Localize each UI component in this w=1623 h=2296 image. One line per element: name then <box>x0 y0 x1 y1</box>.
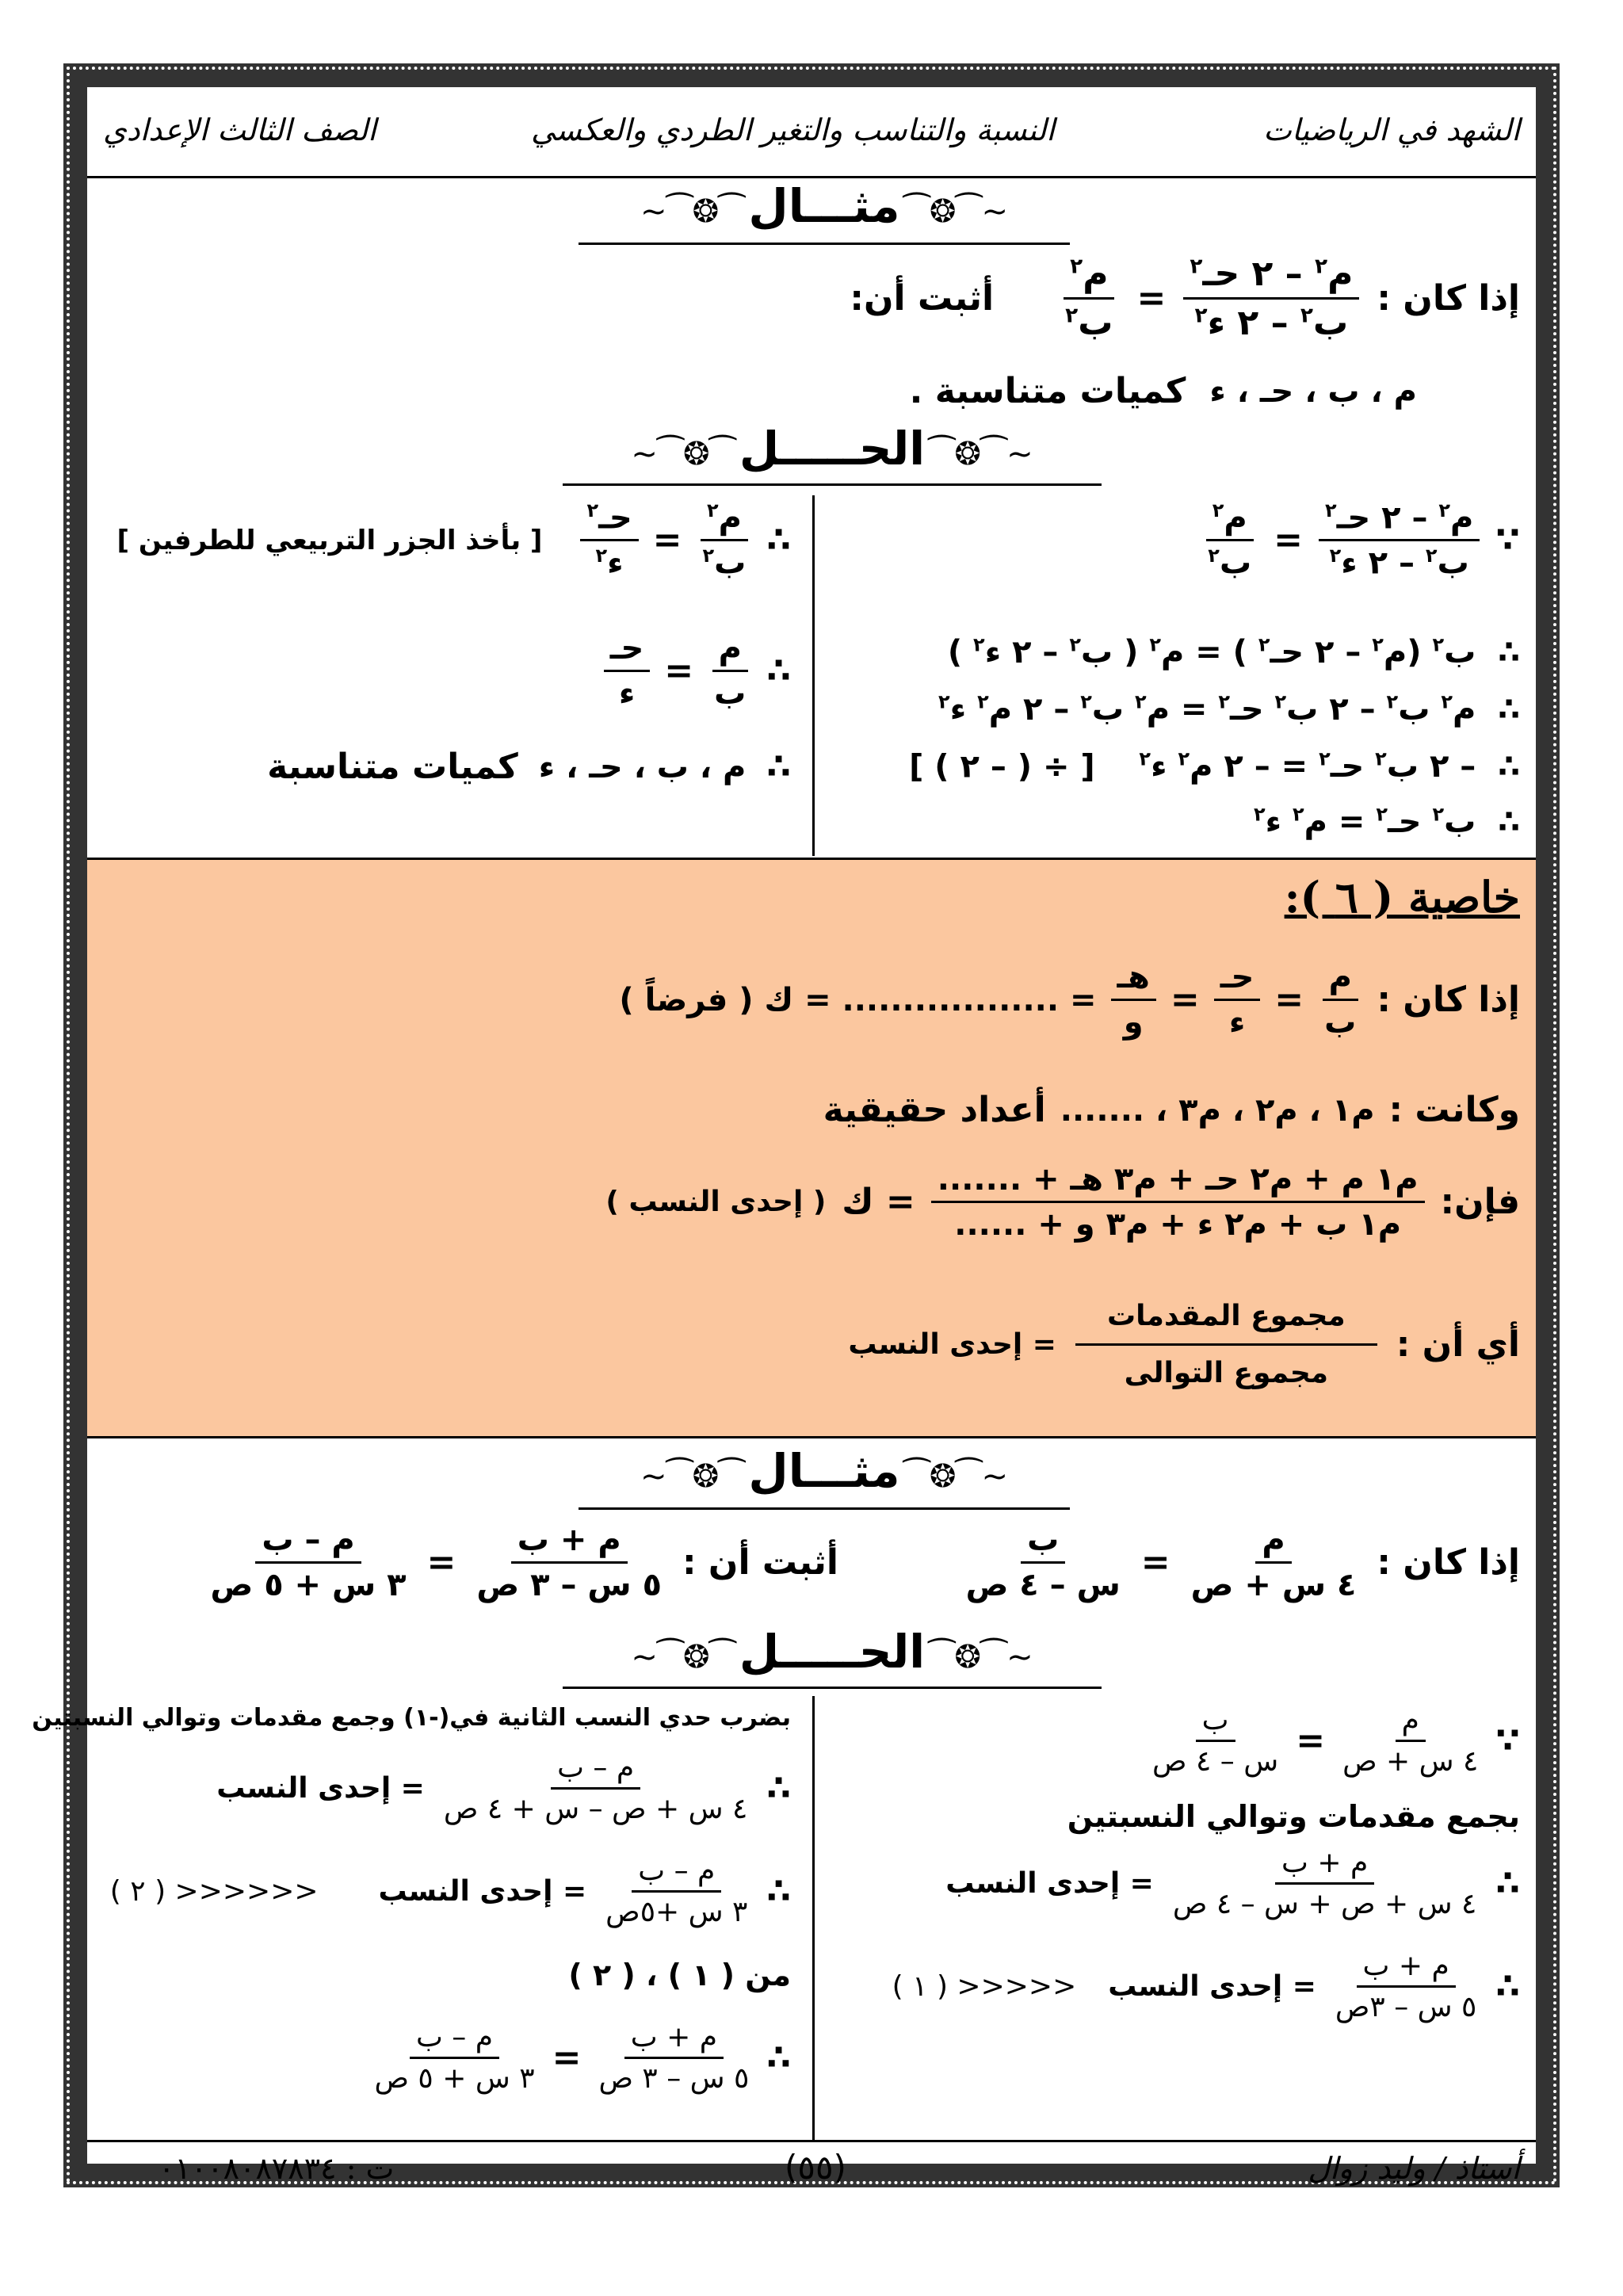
ornament-icon: ⁀❂⁀~ <box>640 1458 745 1495</box>
solution1-step <box>1254 804 1520 840</box>
fraction <box>1111 959 1156 1041</box>
equals-sign: = <box>552 2038 582 2078</box>
property-statement <box>619 959 1520 1041</box>
ornament-icon: ~⁀❂⁀ <box>929 1639 1033 1675</box>
example2-title: مثـــال <box>748 1444 900 1498</box>
numerator: ب <box>1021 1522 1065 1564</box>
example1-statement <box>850 254 1520 343</box>
solution2-right-heading: بجمع مقدمات وتوالي النسبتين <box>1067 1799 1520 1834</box>
numerator: م + ب <box>624 2021 724 2059</box>
solution2-step <box>945 1847 1520 1920</box>
header-divider <box>87 176 1536 178</box>
therefore-symbol: ∴ <box>766 2038 791 2078</box>
one-of-ratios-note: ( إحدى النسب ) <box>605 1186 827 1218</box>
fraction <box>1329 1950 1484 2023</box>
ornament-icon: ⁀❂⁀~ <box>631 436 735 472</box>
example2-heading <box>579 1444 1070 1498</box>
solution2-heading <box>563 1625 1102 1679</box>
step-note: [ بأخذ الجزر التربيعي للطرفين ] <box>116 524 543 556</box>
one-of-ratios: = إحدى النسب <box>378 1875 587 1908</box>
solution1-title: الحـــــل <box>739 422 926 476</box>
denominator: ٥ س – ٣ ص <box>476 1567 662 1603</box>
equals-sign: = <box>426 1542 456 1583</box>
fraction <box>437 1752 754 1825</box>
fraction <box>1167 1847 1484 1920</box>
numerator: هـ <box>1111 959 1156 1001</box>
denominator: ٥ س – ٣ ص <box>598 2062 750 2095</box>
fraction <box>580 499 638 582</box>
denominator: ٤ س + ص <box>1190 1567 1357 1603</box>
real-numbers-label: أعداد حقيقية <box>823 1090 1046 1130</box>
denominator: س – ٤ ص <box>1152 1745 1279 1778</box>
prove-label: أثبت أن: <box>850 278 995 319</box>
numerator: م + ب <box>511 1522 628 1564</box>
therefore-symbol: ∴ <box>1498 634 1520 671</box>
equals-k: = ك <box>842 1182 915 1222</box>
header-subject: الشهد في الرياضيات <box>1263 113 1520 147</box>
because-symbol: ∵ <box>1495 520 1520 561</box>
because-symbol: ∵ <box>1495 1721 1520 1761</box>
numerator: م$^٢$ – ٢ حـ$^٢$ <box>1319 499 1480 541</box>
equation-text: ب$^٢$ (م$^٢$ – ٢ حـ$^٢$ ) = م$^٢$ ( ب$^٢$ – ٢ ء$^٢$ ) <box>947 634 1476 671</box>
equals-sign: = <box>1136 278 1167 319</box>
numerator: حـ <box>1214 959 1261 1001</box>
page-frame <box>32 63 1560 2187</box>
example2-underline <box>579 1507 1070 1510</box>
numerator: م + ب <box>1275 1847 1374 1885</box>
fraction <box>599 1855 754 1928</box>
denominator: ء <box>618 675 636 712</box>
variables-list: م ، ب ، حـ ، ء <box>538 748 747 785</box>
numerator: مجموع المقدمات <box>1075 1300 1377 1346</box>
header-grade: الصف الثالث الإعدادي <box>103 113 376 147</box>
and-label: وكانت : <box>1388 1090 1520 1130</box>
fraction <box>1201 499 1258 582</box>
fraction <box>1183 254 1359 343</box>
therefore-symbol: ∴ <box>1498 691 1520 728</box>
fraction <box>1336 1704 1484 1778</box>
solution1-heading <box>563 422 1102 476</box>
solution1-conclusion <box>267 747 791 787</box>
property-tail: = .................. = ك ( فرضاً ) <box>619 981 1097 1018</box>
denominator: ٤ س + ص + س – ٤ ص <box>1172 1888 1477 1920</box>
footer-teacher: أستاذ / وليد زوال <box>1308 2151 1520 2186</box>
fraction <box>708 630 752 712</box>
fraction <box>1185 1522 1363 1603</box>
denominator: ٣ س + ٥ ص <box>210 1567 407 1603</box>
denominator: ٥ س – ٣ص <box>1335 1991 1477 2023</box>
numerator: م <box>712 630 748 672</box>
numerator: م – ب <box>410 2021 499 2059</box>
numerator: م١ م + م٢ حـ + م٣ هـ + ....... <box>931 1161 1425 1203</box>
numerator: ب <box>1196 1704 1235 1742</box>
numerator: م$^٢$ <box>1064 254 1114 300</box>
equation-text: ب$^٢$ حـ$^٢$ = م$^٢$ ء$^٢$ <box>1253 804 1476 841</box>
equals-sign: = <box>1274 520 1304 561</box>
denominator: و <box>1123 1004 1144 1041</box>
numerator: حـ <box>604 630 651 672</box>
coefficients-list: م١ ، م٢ ، م٣ ، ....... <box>1060 1091 1375 1129</box>
equals-sign: = <box>652 520 682 561</box>
header-chapter: النسبة والتناسب والتغير الطردي والعكسي <box>531 113 1055 147</box>
example1-claim <box>910 371 1417 411</box>
therefore-symbol: ∴ <box>1495 1863 1520 1904</box>
section-divider <box>87 1436 1536 1438</box>
section-divider <box>87 858 1536 860</box>
fraction <box>1319 499 1480 582</box>
solution2-step <box>892 1950 1520 2023</box>
property-result <box>605 1161 1520 1243</box>
property-coefficients <box>823 1090 1520 1130</box>
equals-sign: = <box>1296 1721 1326 1761</box>
equation-text: – ٢ ب$^٢$ حـ$^٢$ = – ٢ م$^٢$ ء$^٢$ <box>1139 748 1476 785</box>
solution2-from-refs: من ( ١ ) ، ( ٢ ) <box>568 1958 791 1992</box>
denominator: ء <box>1228 1004 1246 1041</box>
equals-sign: = <box>664 651 694 691</box>
denominator: ٤ س + ص – س + ٤ ص <box>443 1793 748 1825</box>
fraction <box>470 1522 668 1603</box>
example2-prove <box>204 1522 838 1603</box>
solution2-column-divider <box>812 1696 815 2140</box>
if-label: إذا كان : <box>1377 278 1520 319</box>
numerator: م <box>1323 959 1358 1001</box>
solution1-step <box>1201 499 1520 582</box>
ornament-icon: ~⁀❂⁀ <box>903 193 1008 230</box>
numerator: م$^٢$ <box>1206 499 1254 541</box>
example2-given <box>960 1522 1520 1603</box>
ornament-icon: ~⁀❂⁀ <box>929 436 1033 472</box>
denominator: مجموع التوالى <box>1124 1357 1329 1389</box>
therefore-symbol: ∴ <box>766 1871 791 1912</box>
property-meaning <box>848 1300 1520 1389</box>
solution1-step <box>909 748 1520 785</box>
prove-label: أثبت أن : <box>682 1542 838 1583</box>
equation-text: م$^٢$ ب$^٢$ – ٢ ب$^٢$ حـ$^٢$ = م$^٢$ ب$^٢$ – ٢ م$^٢$ ء$^٢$ <box>938 691 1476 728</box>
fraction <box>931 1161 1425 1243</box>
therefore-symbol: ∴ <box>1498 804 1520 841</box>
ornament-icon: ~⁀❂⁀ <box>903 1458 1008 1495</box>
denominator: ٣ س + ٥ ص <box>374 2062 535 2095</box>
example1-underline <box>579 243 1070 245</box>
fraction <box>1318 959 1362 1041</box>
page-content <box>32 87 1536 2187</box>
page-number: (٥٥) <box>785 2148 846 2187</box>
solution2-step <box>110 1855 791 1928</box>
fraction <box>697 499 753 582</box>
equals-sign: = <box>1170 980 1200 1020</box>
numerator: م + ب <box>1357 1950 1456 1988</box>
denominator: ب$^٢$ <box>1065 303 1113 343</box>
fraction <box>368 2021 540 2095</box>
solution2-title: الحـــــل <box>739 1625 926 1679</box>
fraction <box>592 2021 755 2095</box>
equation-ref-1: <<<<< ( ١ ) <box>892 1970 1077 2003</box>
step-note: [ ÷ ( – ٢ ) ] <box>909 748 1095 785</box>
fraction <box>204 1522 412 1603</box>
denominator: ب$^٢$ <box>1208 544 1252 582</box>
claim-text: كميات متناسبة <box>267 747 518 787</box>
fraction <box>960 1522 1127 1603</box>
solution1-step <box>604 630 791 712</box>
solution1-column-divider <box>812 495 815 856</box>
solution1-underline <box>563 483 1102 486</box>
if-label: إذا كان : <box>1377 1542 1520 1583</box>
one-of-ratios: = إحدى النسب <box>216 1772 425 1805</box>
therefore-symbol: ∴ <box>766 520 791 561</box>
property-title: خاصية ( ٦ ): <box>1284 872 1520 923</box>
equals-sign: = <box>1140 1542 1170 1583</box>
numerator: م – ب <box>551 1752 640 1790</box>
denominator: ب <box>714 675 747 712</box>
equation-ref-2: <<<<<< ( ٢ ) <box>109 1875 319 1908</box>
fraction <box>604 630 651 712</box>
one-of-ratios: = إحدى النسب <box>945 1867 1154 1900</box>
claim-text: كميات متناسبة . <box>909 371 1186 411</box>
solution1-step <box>948 634 1520 670</box>
solution2-underline <box>563 1687 1102 1689</box>
denominator: ب$^٢$ <box>702 544 747 582</box>
example1-title: مثـــال <box>748 179 900 233</box>
ornament-icon: ⁀❂⁀~ <box>640 193 745 230</box>
numerator: م$^٢$ – ٢ حـ$^٢$ <box>1183 254 1359 300</box>
denominator: ء$^٢$ <box>595 544 624 582</box>
denominator: س – ٤ ص <box>965 1567 1121 1603</box>
fraction <box>1075 1300 1377 1389</box>
footer-divider <box>87 2140 1536 2142</box>
solution2-left-heading: بضرب حدي النسب الثانية في(-١) وجمع مقدمات وتوالي النسبتين <box>32 1704 791 1732</box>
solution2-step <box>216 1752 791 1825</box>
then-label: فإن: <box>1440 1182 1520 1222</box>
therefore-symbol: ∴ <box>766 1768 791 1809</box>
example1-heading <box>579 179 1070 233</box>
therefore-symbol: ∴ <box>1495 1966 1520 2007</box>
denominator: ب$^٢$ – ٢ ء$^٢$ <box>1194 303 1349 343</box>
ornament-icon: ⁀❂⁀~ <box>631 1639 735 1675</box>
numerator: م – ب <box>632 1855 721 1893</box>
denominator: ٤ س + ص <box>1342 1745 1479 1778</box>
solution2-conclusion <box>368 2021 791 2095</box>
if-label: إذا كان : <box>1377 980 1520 1020</box>
denominator: ب$^٢$ – ٢ ء$^٢$ <box>1329 544 1469 582</box>
numerator: م – ب <box>255 1522 361 1564</box>
therefore-symbol: ∴ <box>766 747 791 787</box>
numerator: م$^٢$ <box>701 499 748 541</box>
therefore-symbol: ∴ <box>1498 748 1520 785</box>
variables-list: م ، ب ، حـ ، ء <box>1209 372 1417 410</box>
denominator: ب <box>1324 1004 1357 1041</box>
numerator: حـ$^٢$ <box>580 499 638 541</box>
equals-one-of-ratios: = إحدى النسب <box>848 1328 1056 1361</box>
denominator: ٣ س +٥ص <box>605 1896 748 1928</box>
solution2-step <box>1146 1704 1520 1778</box>
fraction <box>1146 1704 1285 1778</box>
solution1-step <box>117 499 791 582</box>
equals-sign: = <box>1274 980 1304 1020</box>
ie-label: أي أن : <box>1396 1324 1520 1365</box>
one-of-ratios: = إحدى النسب <box>1108 1970 1316 2003</box>
numerator: م <box>1255 1522 1291 1564</box>
denominator: م١ ب + م٢ ء + م٣ و + ...... <box>954 1206 1402 1243</box>
fraction <box>1214 959 1261 1041</box>
solution1-step <box>938 691 1520 728</box>
therefore-symbol: ∴ <box>766 651 791 691</box>
fraction <box>1059 254 1119 343</box>
numerator: م <box>1396 1704 1426 1742</box>
footer-phone: ت : ٠١٠٠٨٠٨٧٨٣٤ <box>158 2151 395 2186</box>
